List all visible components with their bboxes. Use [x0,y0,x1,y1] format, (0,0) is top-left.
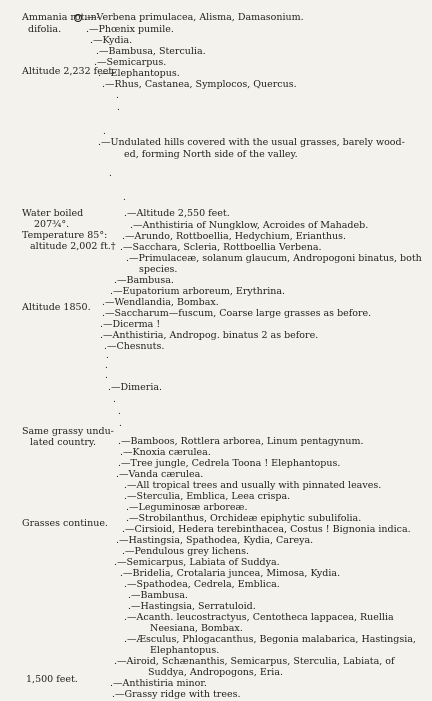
entry-line: .—Airoid, Schænanthis, Semicarpus, Sterculia, Labiata, of [114,656,395,667]
entry-line: .—Bambusa. [128,590,188,601]
entry-line: .—Pendulous grey lichens. [122,546,249,557]
entry-line: .—Altitude 2,550 feet. [124,208,230,219]
entry-line: .—Hastingsia, Serratuloid. [128,601,256,612]
label-ammania-cont: difolia. [28,24,62,35]
entry-line: species. [139,264,178,275]
entry-line: .—Undulated hills covered with the usual grasses, barely wood- [98,137,405,148]
entry-line: .—Bamboos, Rottlera arborea, Linum pentagynum. [118,436,364,447]
label-altitude-2002: altitude 2,002 ft.† [30,241,116,252]
entry-line: .—Dicerma ! [100,319,161,330]
entry-line: .—Sterculia, Emblica, Leea crispa. [124,491,291,502]
entry-line: .—Anthistiria, Andropog. binatus 2 as before. [100,330,319,341]
entry-line: Suddya, Andropogons, Eria. [148,667,284,678]
entry-line: .—Arundo, Rottboellia, Hedychium, Erianthus. [122,231,346,242]
label-water-boiled: Water boiled [22,208,84,219]
entry-line: .—Rhus, Castanea, Symplocos, Quercus. [102,79,297,90]
entry-line: Neesiana, Bombax. [150,623,243,634]
entry-line: .—Tree jungle, Cedrela Toona ! Elephantopus. [118,458,341,469]
entry-line: .—Verbena primulacea, Alisma, Damasonium. [84,12,304,23]
path-dot: . [119,419,122,429]
label-altitude-1850: Altitude 1850. [22,302,91,313]
label-ammania: Ammania rotun- [22,12,100,23]
entry-line: .—Strobilanthus, Orchideæ epiphytic subulifolia. [126,513,362,524]
entry-line: .—Primulaceæ, solanum glaucum, Andropogoni binatus, both [126,253,422,264]
path-dot: . [116,91,119,101]
entry-line: .—Elephantopus. [98,68,180,79]
entry-line: .—Bridelia, Crotalaria juncea, Mimosa, Kydia. [120,568,341,579]
label-altitude-2232: Altitude 2,232 feet. [22,66,116,77]
entry-line: .—Chesnuts. [104,341,165,352]
path-dot: . [117,103,120,113]
entry-line: .—All tropical trees and usually with pinnated leaves. [124,480,382,491]
path-dot: . [118,407,121,417]
entry-line: .—Acanth. leucostractyus, Centotheca lappacea, Ruellia [124,612,394,623]
label-temperature: Temperature 85°: [22,230,108,241]
entry-line: .—Phœnix pumile. [86,24,174,35]
path-dot: . [105,361,108,371]
entry-line: .—Kydia. [90,35,133,46]
entry-line: .—Grassy ridge with trees. [112,689,241,700]
entry-line: .—Saccharum—fuscum, Coarse large grasses as before. [102,308,372,319]
entry-line: .—Bambusa, Sterculia. [96,46,206,57]
entry-line: .—Hastingsia, Spathodea, Kydia, Careya. [116,535,314,546]
path-dot: . [113,395,116,405]
entry-line: .—Anthistiria of Nungklow, Acroides of Mahadeb. [130,220,369,231]
label-1500-feet: 1,500 feet. [26,674,78,685]
entry-line: .—Eupatorium arboreum, Erythrina. [110,286,286,297]
entry-line: .—Semicarpus. [94,57,167,68]
path-dot: . [105,371,108,381]
label-grasses-continue: Grasses continue. [22,518,108,529]
label-water-boiled-value: 207¾°. [34,219,70,230]
entry-line: .—Wendlandia, Bombax. [102,297,219,308]
path-dot: . [106,351,109,361]
entry-line: .—Æsculus, Phlogacanthus, Begonia malabarica, Hastingsia, [124,634,416,645]
station-circle-icon [74,14,82,22]
entry-line: .—Knoxia cærulea. [120,447,211,458]
entry-line: .—Bambusa. [114,275,174,286]
entry-line: Elephantopus. [150,645,220,656]
label-same-grassy: Same grassy undu- [22,426,114,437]
path-dot: . [103,127,106,137]
entry-line: .—Cirsioid, Hedera terebinthacea, Costus ! Bignonia indica. [122,524,411,535]
entry-line: .—Semicarpus, Labiata of Suddya. [114,557,280,568]
entry-line: .—Sacchara, Scleria, Rottboellia Verbena. [120,242,322,253]
entry-line: .—Vanda cærulea. [116,469,204,480]
path-dot: . [123,193,126,203]
entry-line: .—Spathodea, Cedrela, Emblica. [124,579,280,590]
entry-line: .—Anthistiria minor. [110,678,207,689]
entry-line: ed, forming North side of the valley. [124,149,298,160]
label-same-grassy-cont: lated country. [30,437,97,448]
path-dot: . [109,169,112,179]
entry-line: .—Leguminosæ arboreæ. [126,502,248,513]
entry-line: .—Dimeria. [108,382,163,393]
